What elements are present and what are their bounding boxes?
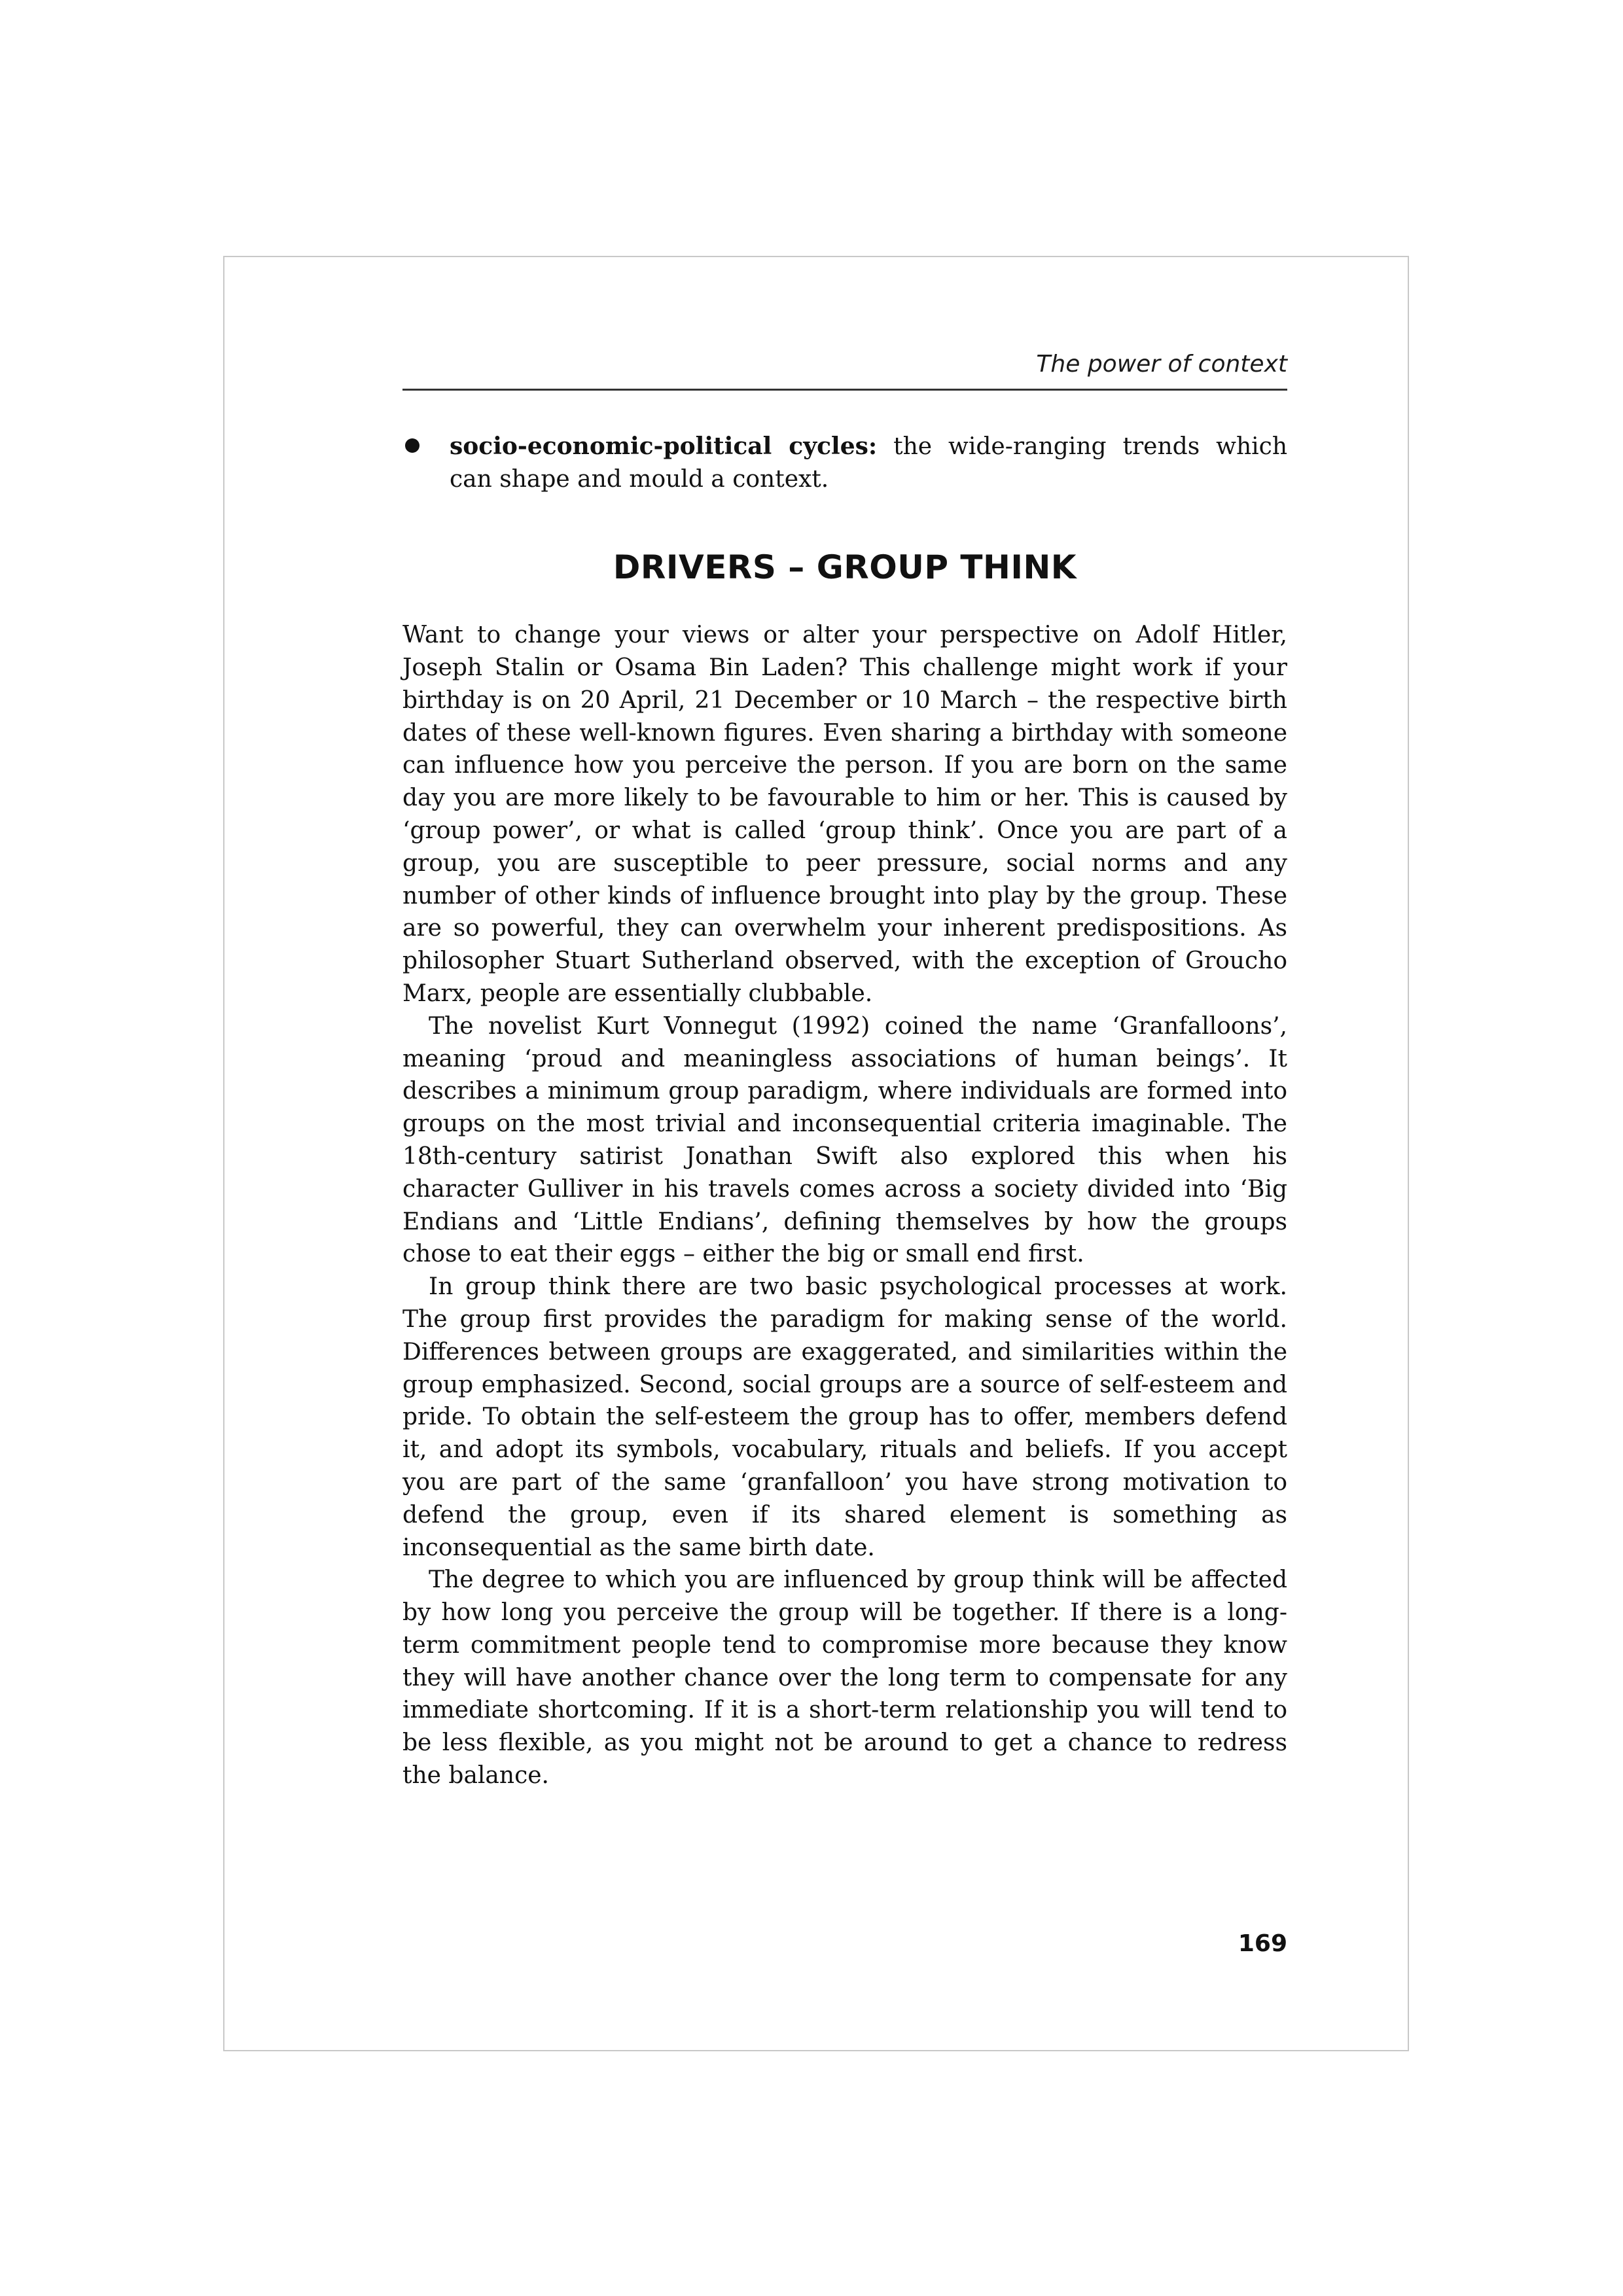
page-number: 169 — [1238, 1930, 1287, 1957]
paragraph-3: In group think there are two basic psychological processes at work. The group first provides the paradigm for making sense of the world. Differences between groups are exaggerated, and similarities within the group emphasized. Second, social groups are a source of self-esteem and pride. To obtain the self-esteem the group has to offer, members defend it, and adopt its symbols, vocabulary, rituals and beliefs. If you accept you are part of the same ‘granfalloon’ you have strong motivation to defend the group, even if its shared element is something as inconsequential as the same birth date. — [402, 1273, 1287, 1561]
paragraph-2: The novelist Kurt Vonnegut (1992) coined the name ‘Granfalloons’, meaning ‘proud and meaningless associations of human beings’. It describes a minimum group paradigm, where individuals are formed into groups on the most trivial and inconsequential criteria imaginable. The 18th-century satirist Jonathan Swift also explored this when his character Gulliver in his travels comes across a society divided into ‘Big Endians and ‘Little Endians’, defining themselves by how the groups chose to eat their eggs – either the big or small end first. — [402, 1012, 1287, 1268]
bullet-item — [402, 430, 1287, 496]
bullet-dot-icon — [405, 438, 419, 453]
bullet-term: socio-economic-political cycles: — [450, 433, 878, 461]
paragraph-4: The degree to which you are influenced by group think will be affected by how long you perceive the group will be together. If there is a long-term commitment people tend to compromise more because they know they will have another chance over the long term to compensate for any immediate shortcoming. If it is a short-term relationship you will tend to be less flexible, as you might not be around to get a chance to redress the balance. — [402, 1566, 1287, 1790]
bullet-text: the wide-ranging trends which can shape and mould a context. — [450, 433, 1288, 493]
section-heading: DRIVERS – GROUP THINK — [613, 548, 1077, 587]
running-head: The power of context — [402, 350, 1287, 391]
page-content — [402, 350, 1287, 1792]
paragraph-1: Want to change your views or alter your perspective on Adolf Hitler, Joseph Stalin or Osama Bin Laden? This challenge might work if your birthday is on 20 April, 21 December or 10 March – the respective birth dates of these well-known figures. Even sharing a birthday with someone can influence how you perceive the person. If you are born on the same day you are more likely to be favourable to him or her. This is caused by ‘group power’, or what is called ‘group think’. Once you are part of a group, you are susceptible to peer pressure, social norms and any number of other kinds of influence brought into play by the group. These are so powerful, they can overwhelm your inherent predispositions. As philosopher Stuart Sutherland observed, with the exception of Groucho Marx, people are essentially clubbable. — [402, 622, 1287, 1007]
